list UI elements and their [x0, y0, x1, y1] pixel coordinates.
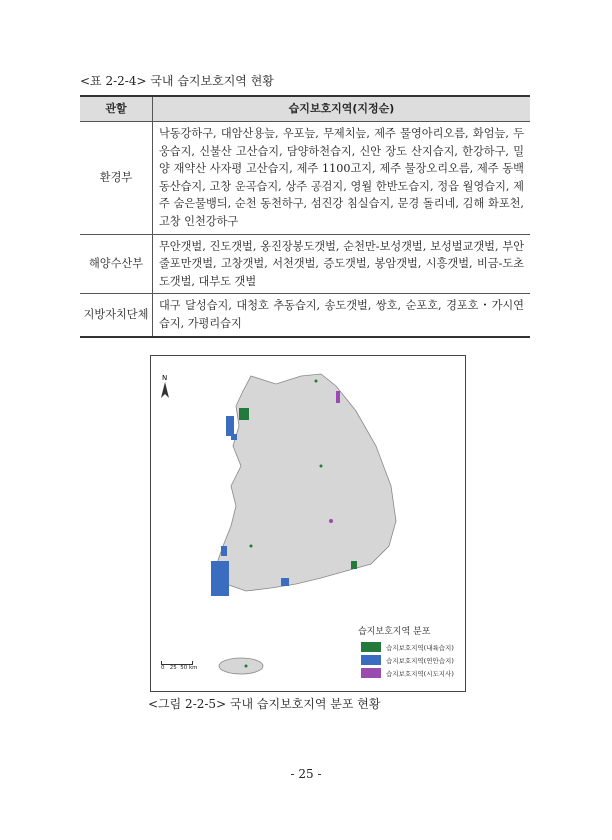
sites-cell: 낙동강하구, 대암산용늪, 우포늪, 무제치늪, 제주 물영아리오름, 화엄늪, 두웅습지, 신불산 고산습지, 담양하천습지, 신안 장도 산지습지, 한강하구, 밀양 재약산 사자평 고산습지, 제주 1100고지, 제주 물장오리오름, 제주 동백동산습지, 고창 운곡습지, 상주 공검지, 영월 한반도습지, 정읍 월영습지, 제주 숨은물뱅듸, 순천 동천하구, 섬진강 침실습지, 문경 돌리네, 김해 화포천, 고창 인천강하구 — [153, 122, 531, 235]
jeju-shape — [219, 658, 263, 674]
org-cell: 환경부 — [80, 122, 153, 235]
table-caption: <표 2-2-4> 국내 습지보호지역 현황 — [80, 74, 274, 88]
figure-caption: <그림 2-2-5> 국내 습지보호지역 분포 현황 — [148, 697, 381, 711]
sites-cell: 대구 달성습지, 대청호 추동습지, 송도갯벌, 쌍호, 순포호, 경포호・가시연습지, 가평리습지 — [153, 294, 531, 337]
table-row — [80, 234, 530, 294]
legend-item: 습지보호지역(연안습지) — [361, 655, 466, 665]
north-arrow-icon — [161, 374, 169, 398]
legend-item: 습지보호지역(시도지사) — [361, 668, 466, 678]
header-sites: 습지보호지역(지정순) — [153, 96, 531, 122]
table-header-row — [80, 96, 530, 122]
scale-bar: 0 25 50 km — [161, 661, 198, 671]
legend-title: 습지보호지역 분포 — [358, 627, 431, 637]
table-row — [80, 122, 530, 235]
wetland-table — [80, 95, 530, 338]
table-row — [80, 294, 530, 337]
org-cell: 지방자치단체 — [80, 294, 153, 337]
legend-item: 습지보호지역(내륙습지) — [361, 642, 466, 652]
svg-text:N: N — [162, 374, 168, 382]
mainland-shape — [216, 374, 396, 591]
header-org: 관할 — [80, 96, 153, 122]
page-number: - 25 - — [290, 767, 322, 781]
org-cell: 해양수산부 — [80, 234, 153, 294]
sites-cell: 무안갯벌, 진도갯벌, 옹진장봉도갯벌, 순천만-보성갯벌, 보성벌교갯벌, 부안줄포만갯벌, 고창갯벌, 서천갯벌, 증도갯벌, 봉암갯벌, 시흥갯벌, 비금-도초도갯벌, 대부도 갯벌 — [153, 234, 531, 294]
map-legend — [354, 624, 466, 681]
